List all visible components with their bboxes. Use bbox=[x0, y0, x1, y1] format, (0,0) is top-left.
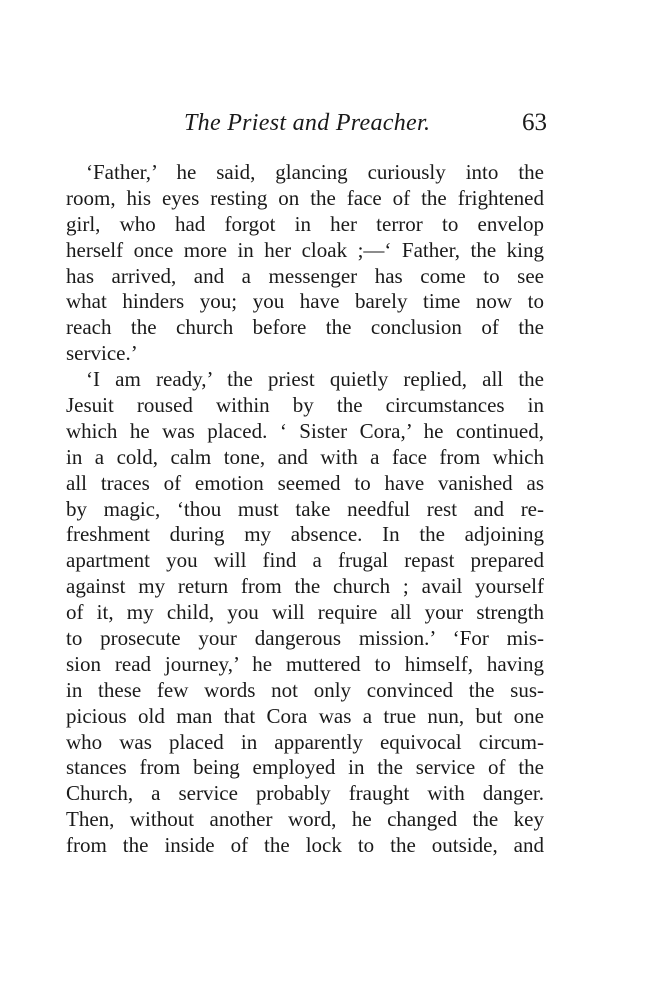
text-line: of it, my child, you will require all your strength bbox=[66, 600, 544, 625]
text-line: Church, a service probably fraught with danger. bbox=[66, 781, 544, 806]
body-text bbox=[66, 160, 544, 859]
text-line: in a cold, calm tone, and with a face from which bbox=[66, 444, 544, 469]
text-line: what hinders you; you have barely time now to bbox=[66, 289, 544, 314]
text-line: girl, who had forgot in her terror to envelop bbox=[66, 211, 544, 236]
text-line: from the inside of the lock to the outside, and bbox=[66, 833, 544, 858]
text-line: in these few words not only convinced the sus- bbox=[66, 677, 544, 702]
text-line: service.’ bbox=[66, 341, 138, 366]
text-line: room, his eyes resting on the face of the frightened bbox=[66, 185, 544, 210]
text-line: to prosecute your dangerous mission.’ ‘For mis- bbox=[66, 626, 544, 651]
text-line: sion read journey,’ he muttered to himself, having bbox=[66, 651, 544, 676]
running-head bbox=[60, 106, 547, 140]
text-line: picious old man that Cora was a true nun, but one bbox=[66, 703, 544, 728]
running-title: The Priest and Preacher. bbox=[184, 110, 431, 136]
text-line: all traces of emotion seemed to have vanished as bbox=[66, 470, 544, 495]
text-line: by magic, ‘thou must take needful rest and re- bbox=[66, 496, 544, 521]
text-line: has arrived, and a messenger has come to see bbox=[66, 263, 544, 288]
text-line: ‘Father,’ he said, glancing curiously into the bbox=[86, 160, 544, 184]
text-line: ‘I am ready,’ the priest quietly replied, all the bbox=[86, 367, 544, 392]
text-line: which he was placed. ‘ Sister Cora,’ he continued, bbox=[66, 418, 544, 443]
page-number: 63 bbox=[522, 109, 547, 136]
text-line: Then, without another word, he changed the key bbox=[66, 807, 544, 832]
text-line: reach the church before the conclusion of the bbox=[66, 315, 544, 340]
text-line: stances from being employed in the service of the bbox=[66, 755, 544, 780]
text-line: apartment you will find a frugal repast prepared bbox=[66, 548, 544, 573]
text-line: Jesuit roused within by the circumstances in bbox=[66, 393, 544, 418]
text-line: herself once more in her cloak ;—‘ Father, the king bbox=[66, 237, 544, 262]
text-line: who was placed in apparently equivocal circum- bbox=[66, 729, 544, 754]
text-line: freshment during my absence. In the adjoining bbox=[66, 522, 544, 547]
text-line: against my return from the church ; avail yourself bbox=[66, 574, 544, 599]
